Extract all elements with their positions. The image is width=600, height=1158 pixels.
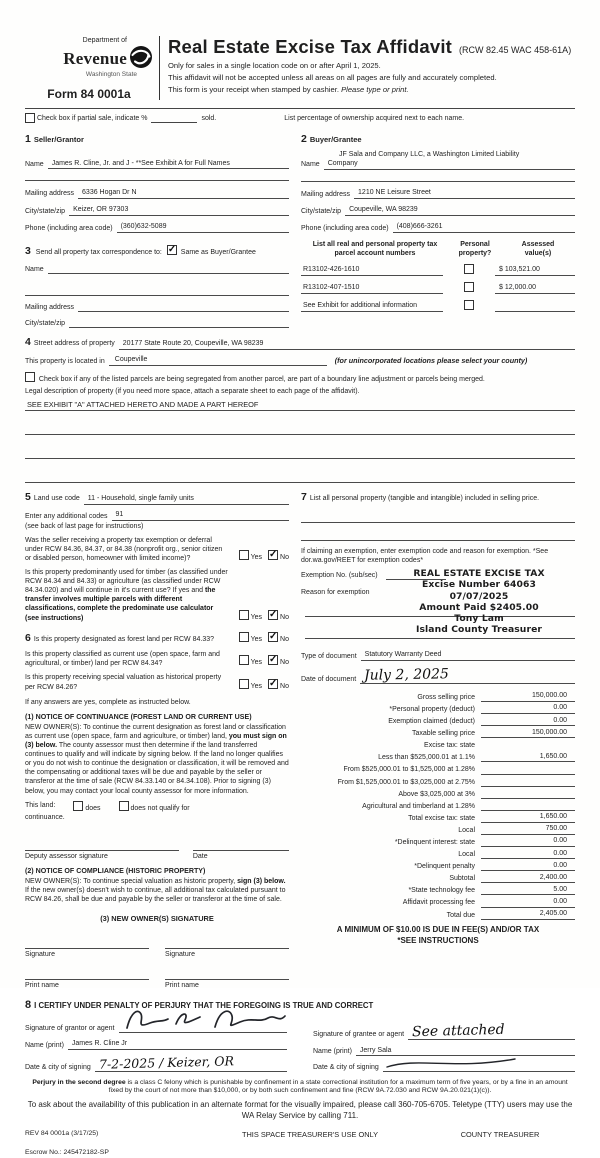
title-rcw-ref: (RCW 82.45 WAC 458-61A) [458, 45, 572, 55]
timber-no-checkbox[interactable] [268, 610, 278, 620]
does-label: does [85, 804, 101, 812]
logo-dept-text: Department of [82, 37, 127, 44]
street-address-field[interactable]: 20177 State Route 20, Coupeville, WA 98239 [119, 339, 575, 350]
historic-yes-checkbox[interactable] [239, 679, 249, 689]
seller-name-field[interactable]: James R. Cline, Jr. and J - **See Exhibit A for Full Names [48, 159, 289, 170]
historic-yn: Yes ✓ No [233, 679, 289, 692]
type-of-document-field[interactable]: Statutory Warranty Deed [361, 650, 575, 661]
excise-tax-state-header [481, 750, 575, 751]
handwritten-grantor-date: 7-2-2025 / Keizer, OR [98, 1053, 234, 1072]
grantor-date-field[interactable] [95, 1053, 287, 1072]
correspondence-mailing-label: Mailing address [25, 304, 75, 312]
tax-column [301, 491, 575, 990]
grantee-signature-field[interactable] [408, 1021, 575, 1041]
seller-city-label: City/state/zip [25, 207, 66, 215]
does-not-label: does not qualify for [130, 804, 190, 812]
segregated-label: Check box if any of the listed parcels are being segregated from another parcel, are part of a boundary line adjustment or parcels being merged. [38, 375, 485, 383]
grantee-date-label: Date & city of signing [313, 1063, 379, 1071]
legal-description-field[interactable]: SEE EXHIBIT "A" ATTACHED HERETO AND MADE A PART HEREOF [25, 400, 575, 412]
signature-label: Signature [25, 951, 55, 959]
partial-sale-checkbox[interactable] [25, 113, 35, 123]
does-checkbox[interactable] [73, 801, 83, 811]
seller-column [25, 129, 289, 328]
timber-question-yn: Yes ✓ No [233, 610, 289, 623]
correspondence-city-field[interactable] [69, 319, 289, 329]
minimum-due-note: A MINIMUM OF $10.00 IS DUE IN FEE(S) AND/OR TAX [336, 924, 540, 934]
print-name-label: Print name [25, 982, 59, 990]
seller-city-field[interactable]: Keizer, OR 97303 [69, 205, 289, 216]
parcel-row [301, 282, 575, 294]
exemption-no-label: Exemption No. (sub/sec) [301, 572, 378, 580]
parcel-number-field[interactable]: R13102-426-1610 [301, 265, 443, 276]
deputy-date-label: Date [192, 852, 208, 860]
this-land-label: This land: [25, 801, 56, 809]
correspondence-name-label: Name [25, 266, 44, 274]
escrow-number: Escrow No.: 245472182-SP [25, 1148, 109, 1156]
footer-row [25, 1130, 575, 1140]
section-3-number: 3 [25, 244, 31, 257]
parcel-number-field[interactable]: R13102-407-1510 [301, 283, 443, 294]
type-of-document-label: Type of document [301, 652, 357, 660]
personal-property-list-field[interactable] [301, 509, 575, 523]
deputy-date-field[interactable] [193, 840, 289, 851]
delinquent-penalty-field[interactable]: 0.00 [481, 861, 575, 872]
form-revision: REV 84 0001a (3/17/25) [25, 1130, 99, 1138]
located-in-note: (for unincorporated locations please select your county) [334, 356, 528, 366]
grantee-name-field[interactable]: Jerry Sala [356, 1046, 575, 1057]
buyer-name-line1: JF Sala and Company LLC, a Washington Limited Liability [339, 150, 520, 158]
exemption-note: If claiming an exemption, enter exemption code and reason for exemption. *See dor.wa.gov/REET for exemption codes* [301, 548, 549, 565]
buyer-column [301, 129, 575, 328]
assessed-value-field[interactable] [495, 310, 575, 312]
personal-property-label: 7 List all personal property (tangible and intangible) included in selling price. [301, 491, 540, 504]
correspondence-label: Send all property tax correspondence to: [35, 248, 162, 256]
county-treasurer-label: COUNTY TREASURER [460, 1130, 540, 1140]
page-title: Real Estate Excise Tax Affidavit [168, 36, 453, 57]
seller-name-label: Name [25, 161, 44, 169]
forest-yes-checkbox[interactable] [239, 632, 249, 642]
personal-property-list-field[interactable] [301, 527, 575, 541]
certify-title: I CERTIFY UNDER PENALTY OF PERJURY THAT THE FOREGOING IS TRUE AND CORRECT [34, 1001, 374, 1011]
seller-name-continuation-field[interactable] [25, 169, 289, 181]
section-8-number: 8 [25, 999, 32, 1012]
deputy-assessor-label: Deputy assessor signature [25, 852, 108, 860]
notice-compliance-body: NEW OWNER(S): To continue special valuation as historic property, sign (3) below. If the new owner(s) doesn't wish to continue, all additional tax calculated pursuant to RCW 84.26, shall be due and payable by the seller or transferor at the time of sale. [25, 878, 286, 904]
assessed-value-field[interactable]: $ 103,521.00 [495, 265, 575, 276]
treasurer-use-only: THIS SPACE TREASURER'S USE ONLY [241, 1130, 379, 1140]
partial-sale-percent-field[interactable] [151, 122, 197, 123]
subtotal-field[interactable]: 2,400.00 [481, 873, 575, 884]
logo-washington-state: Washington State [85, 71, 137, 79]
total-due-field[interactable]: 2,405.00 [481, 909, 575, 920]
seller-mailing-label: Mailing address [25, 190, 75, 198]
grantor-name-field[interactable]: James R. Cline Jr [68, 1039, 287, 1050]
section-1-title: Seller/Grantor [33, 135, 84, 145]
tier3-tax-field[interactable] [481, 785, 575, 787]
timber-question: Is this property predominantly used for timber (as classified under RCW 84.34 and 84.33) or agriculture (as classified under RCW 84.34.020) and will continue in it's current use? If yes and the transfer involves multiple parcels with different classifications, complete the predominate use calculator (see instructions) [25, 569, 228, 622]
exemption-no-checkbox[interactable] [268, 550, 278, 560]
legal-description-continuation-field[interactable] [25, 447, 575, 459]
located-in-label: This property is located in [25, 357, 105, 365]
correspondence-name-field[interactable] [48, 265, 289, 275]
exemption-question: Was the seller receiving a property tax exemption or deferral under RCW 84.36, 84.37, or 84.38 (nonprofit org., senior citizen or disabled person, homeowner with limited income)? [25, 536, 223, 562]
taxable-selling-price-field[interactable]: 150,000.00 [481, 728, 575, 739]
buyer-phone-label: Phone (including area code) [301, 224, 389, 232]
parcel-col1-header: List all real and personal property tax parcel account numbers [312, 240, 438, 257]
land-use-code-field[interactable]: 11 - Household, single family units [84, 494, 289, 505]
exemption-question-yn: Yes ✓ No [233, 550, 289, 563]
new-owner-signature-field[interactable] [25, 938, 149, 949]
street-address-label: Street address of property [33, 340, 115, 348]
land-qualify-row [25, 801, 289, 813]
buyer-mailing-field[interactable]: 1210 NE Leisure Street [354, 188, 575, 199]
deputy-assessor-signature-field[interactable] [25, 840, 179, 851]
buyer-phone-field[interactable]: (408)666-3261 [393, 222, 575, 233]
section-2-title: Buyer/Grantee [309, 135, 362, 145]
state-technology-fee-field[interactable]: 5.00 [481, 885, 575, 896]
exemption-area [301, 570, 575, 644]
grantor-date-label: Date & city of signing [25, 1063, 91, 1071]
treasurer-stamp: REAL ESTATE EXCISE TAX Excise Number 64063 07/07/2025 Amount Paid $2405.00 Tony Lam Island County Treasurer [413, 568, 545, 636]
form-number: Form 84 0001a [47, 86, 131, 101]
section-2-number: 2 [301, 133, 307, 146]
exemption-claimed-field[interactable]: 0.00 [481, 716, 575, 727]
continuance-label: continuance. [25, 813, 65, 821]
notice-continuance-title: (1) NOTICE OF CONTINUANCE (FOREST LAND OR CURRENT USE) [25, 712, 252, 721]
parcel-col2-header: Personal property? [458, 240, 492, 257]
grantor-signature-field[interactable] [119, 1024, 287, 1034]
new-owner-print-name-field[interactable] [25, 969, 149, 980]
notice-continuance-body: NEW OWNER(S): To continue the current designation as forest land or classification as current use (open space, farm and agriculture, or timber) land, you must sign on (3) below. The county assessor must then determine if the land transferred continues to qualify and will indicate by signing below. If the land no longer qualifies or you do not wish to continue the designation or classification, it will be removed and the compensating or additional taxes will be due and payable by the seller or transferor at the time of sale (RCW 84.33.140 or 84.34.108). Prior to signing (3) below, you may contact your local county assessor for more information. [25, 723, 289, 795]
grantor-name-label: Name (print) [25, 1041, 64, 1049]
date-of-document-field[interactable] [360, 668, 575, 684]
grantor-signature-label: Signature of grantor or agent [25, 1024, 115, 1032]
historic-question: Is this property receiving special valuation as historical property per RCW 84.26? [25, 674, 222, 691]
new-owner-signature-field[interactable] [165, 938, 289, 949]
forest-no-checkbox[interactable] [268, 632, 278, 642]
additional-codes-label: Enter any additional codes [25, 512, 108, 520]
parcel-col3-header: Assessed value(s) [521, 240, 555, 257]
legal-description-continuation-field[interactable] [25, 423, 575, 435]
dor-swirl-icon [129, 45, 153, 72]
ownership-note: List percentage of ownership acquired next to each name. [284, 115, 465, 123]
seller-phone-field[interactable]: (360)632-5089 [117, 222, 289, 233]
section-4-number: 4 [25, 336, 31, 349]
seller-mailing-field[interactable]: 6336 Hogan Dr N [78, 188, 289, 199]
grantee-date-field[interactable] [383, 1062, 575, 1072]
parcel-table [301, 240, 575, 312]
same-as-buyer-label: Same as Buyer/Grantee [180, 248, 256, 256]
grantee-signature-label: Signature of grantee or agent [313, 1031, 405, 1039]
form-header [25, 34, 575, 102]
buyer-name-continuation-field[interactable] [301, 170, 575, 182]
buyer-name-label: Name [301, 161, 320, 169]
header-note-3: This form is your receipt when stamped by cashier. Please type or print. [168, 84, 409, 94]
legal-description-label: Legal description of property (if you need more space, attach a separate sheet to each page of the affidavit). [25, 387, 360, 395]
assessed-value-field[interactable]: $ 12,000.00 [495, 283, 575, 294]
affidavit-processing-fee-field[interactable]: 0.00 [481, 897, 575, 908]
forest-land-question: 6 Is this property designated as forest land per RCW 84.33? [25, 631, 214, 644]
handwritten-document-date: July 2, 2025 [364, 666, 450, 684]
timber-yes-checkbox[interactable] [239, 610, 249, 620]
if-yes-instruction: If any answers are yes, complete as instructed below. [25, 698, 191, 706]
grantor-certify-block [25, 1016, 287, 1072]
section-6-number: 6 [25, 631, 31, 644]
buyer-mailing-label: Mailing address [301, 190, 351, 198]
print-name-label: Print name [165, 982, 199, 990]
delinquent-interest-state-field[interactable]: 0.00 [481, 836, 575, 847]
current-use-yn: Yes ✓ No [233, 655, 289, 668]
parcel-row [301, 264, 575, 276]
partial-sale-label: Check box if partial sale, indicate % [36, 115, 148, 123]
delinquent-interest-local-field[interactable]: 0.00 [481, 849, 575, 860]
local-tax-field[interactable]: 750.00 [481, 824, 575, 835]
agricultural-tax-field[interactable] [481, 809, 575, 811]
certification-section [25, 998, 575, 1071]
correspondence-city-label: City/state/zip [25, 320, 66, 328]
personal-property-checkbox[interactable] [464, 300, 474, 310]
section-1-number: 1 [25, 133, 31, 146]
partial-sale-sold-label: sold. [201, 115, 217, 123]
tier1-tax-field[interactable]: 1,650.00 [481, 752, 575, 763]
grantee-certify-block [313, 1016, 575, 1072]
segregated-checkbox[interactable] [25, 372, 35, 382]
date-of-document-label: Date of document [301, 675, 357, 683]
see-instructions-note: *SEE INSTRUCTIONS [397, 936, 479, 946]
legal-description-continuation-field[interactable] [25, 471, 575, 483]
header-rule [25, 108, 575, 109]
header-note-2: This affidavit will not be accepted unless all areas on all pages are fully and accurately completed. [168, 72, 497, 82]
current-use-no-checkbox[interactable] [268, 655, 278, 665]
located-in-field[interactable]: Coupeville [109, 355, 327, 366]
buyer-city-field[interactable]: Coupeville, WA 98239 [345, 205, 575, 216]
tier4-tax-field[interactable] [481, 797, 575, 799]
partial-sale-row [25, 113, 575, 123]
header-divider [159, 36, 160, 100]
same-as-buyer-checkbox[interactable] [167, 245, 177, 255]
new-owner-signature-title: (3) NEW OWNER(S) SIGNATURE [100, 914, 214, 924]
personal-property-checkbox[interactable] [464, 282, 474, 292]
grantee-name-label: Name (print) [313, 1048, 352, 1056]
current-use-question: Is this property classified as current use (open space, farm and agricultural, or timber) land per RCW 84.34? [25, 651, 220, 668]
parcel-row [301, 300, 575, 312]
property-section [25, 336, 575, 483]
correspondence-mailing-field[interactable] [78, 303, 289, 313]
exemption-yes-checkbox[interactable] [239, 550, 249, 560]
header-note-1: Only for sales in a single location code on or after April 1, 2025. [168, 61, 381, 71]
perjury-paragraph: Perjury in the second degree is a class C felony which is punishable by confinement in a state correctional institution for a maximum term of five years, or by a fine in an amount fixed by the court of not more than $10,000, or by both such confinement and fine (RCW 9A.72.030 and RCW 9A.20.021(1)(c)). [32, 1078, 568, 1095]
does-not-checkbox[interactable] [119, 801, 129, 811]
parcel-number-field[interactable]: See Exhibit for additional information [301, 301, 443, 312]
reason-label: Reason for exemption [301, 589, 370, 597]
notice-compliance-title: (2) NOTICE OF COMPLIANCE (HISTORIC PROPERTY) [25, 866, 206, 875]
buyer-city-label: City/state/zip [301, 207, 342, 215]
section-5-number: 5 [25, 491, 31, 504]
land-use-label: Land use code [33, 495, 80, 503]
signature-label: Signature [165, 951, 195, 959]
handwritten-see-attached: See attached [411, 1021, 505, 1041]
tier2-tax-field[interactable] [481, 773, 575, 775]
historic-no-checkbox[interactable] [268, 679, 278, 689]
personal-property-checkbox[interactable] [464, 264, 474, 274]
personal-property-deduct-field[interactable]: 0.00 [481, 703, 575, 714]
total-excise-state-field[interactable]: 1,650.00 [481, 812, 575, 823]
forest-land-yn: Yes ✓ No [233, 632, 289, 645]
correspondence-name-continuation-field[interactable] [25, 284, 289, 296]
additional-codes-note: (see back of last page for instructions) [25, 522, 144, 530]
dor-logo [25, 34, 153, 102]
new-owner-print-name-field[interactable] [165, 969, 289, 980]
seller-phone-label: Phone (including area code) [25, 224, 113, 232]
logo-revenue-text: Revenue [63, 48, 127, 68]
current-use-yes-checkbox[interactable] [239, 655, 249, 665]
gross-selling-price-field[interactable]: 150,000.00 [481, 691, 575, 702]
buyer-name-field[interactable]: Company [324, 159, 575, 170]
additional-codes-field[interactable]: 91 [112, 510, 290, 521]
land-use-column [25, 491, 289, 990]
tax-computation-table: Gross selling price 150,000.00 *Personal property (deduct) 0.00 Exemption claimed (deduct) 0.00 Taxable selling price 150,000.00 Excise tax: state Less than $525,000.01 at 1.1% 1,650.00 From $525,000.01 to $1,525,000 at 1.28% From $1,525,000.01 to $3,025,000 at 2.75% Above $3,025,000 at 3% Agricultural and timberland at 1.28% Total excise tax: state 1,650.00 Local 750.00 *Delinquent interest: state 0.00 Local 0.00 *Delinquent penalty 0.00 Subtotal 2,400.00 *State technology fee 5.00 Affidavit processing fee 0.00 Total due 2,405.00 [301, 690, 575, 920]
accessibility-paragraph: To ask about the availability of this publication in an alternate format for the visually impaired, please call 360-705-6705. Teletype (TTY) users may use the WA Relay Service by calling 711. [27, 1100, 573, 1120]
